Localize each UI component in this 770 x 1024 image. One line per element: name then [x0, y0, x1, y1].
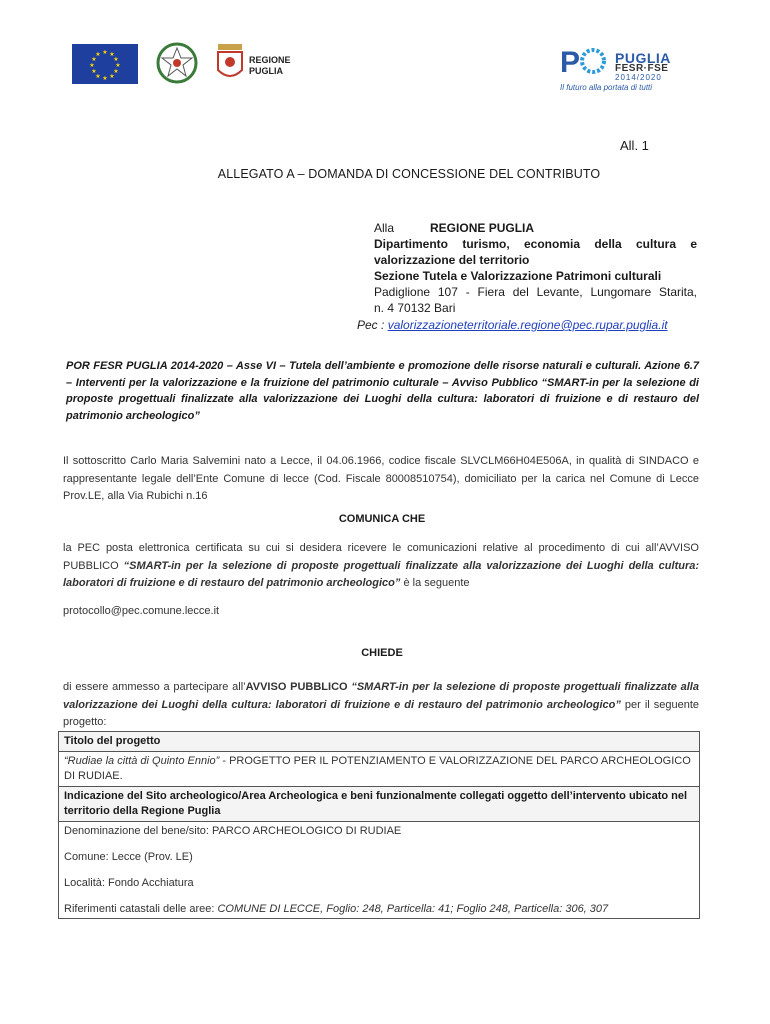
- regione-logo-line2: PUGLIA: [249, 66, 284, 76]
- por-logo-word: PUGLIA: [615, 50, 671, 66]
- recipient-pec: [357, 318, 668, 332]
- por-logo-years: 2014/2020: [615, 73, 662, 82]
- recipient-department-cont: valorizzazione del territorio: [374, 253, 530, 267]
- por-logo-tagline: Il futuro alla portata di tutti: [560, 83, 653, 92]
- recipient-address-cont: n. 4 70132 Bari: [374, 301, 456, 315]
- comunica-text-2: è la seguente: [400, 577, 470, 589]
- svg-text:★: ★: [95, 73, 101, 80]
- comunica-text-1: la PEC posta elettronica certificata su cui si desidera ricevere le comunicazioni relative al procedimento di cui all’AVVISO PUBBLICO: [63, 542, 699, 572]
- svg-text:★: ★: [95, 51, 101, 58]
- chiede-avviso: AVVISO PUBBLICO: [245, 681, 352, 693]
- site-catastali: [64, 902, 694, 916]
- svg-text:★: ★: [91, 68, 97, 75]
- project-title-header: Titolo del progetto: [59, 732, 700, 752]
- svg-text:★: ★: [102, 75, 108, 82]
- recipient-alla: Alla: [374, 221, 395, 235]
- svg-text:P: P: [560, 46, 581, 78]
- recipient-name: REGIONE PUGLIA: [430, 221, 535, 235]
- eu-flag-logo: [72, 44, 138, 84]
- project-title-name: “Rudiae la città di Quinto Ennio”: [64, 755, 220, 767]
- italian-republic-emblem: [155, 40, 199, 86]
- project-table: [58, 731, 700, 919]
- regione-puglia-logo: [215, 40, 295, 86]
- attachment-number: All. 1: [620, 138, 649, 153]
- declarant-paragraph: Il sottoscritto Carlo Maria Salvemini nato a Lecce, il 04.06.1966, codice fiscale SLVCLM66H04E506A, in qualità di SINDACO e rappresentante legale dell’Ente Comune di lecce (Cod. Fiscale 80008510754), domiciliato per la carica nel Comune di Lecce Prov.LE, alla Via Rubichi n.16: [63, 455, 699, 502]
- comunica-heading: COMUNICA CHE: [338, 513, 426, 525]
- pec-email-link[interactable]: valorizzazioneterritoriale.regione@pec.rupar.puglia.it: [387, 318, 668, 332]
- recipient-department: Dipartimento turismo, economia della cultura e: [374, 237, 697, 251]
- project-title-cell: [59, 752, 700, 787]
- pec-address: protocollo@pec.comune.lecce.it: [63, 605, 220, 617]
- recipient-section: Sezione Tutela e Valorizzazione Patrimoni culturali: [374, 269, 662, 283]
- chiede-heading: CHIEDE: [361, 647, 403, 659]
- svg-text:★: ★: [109, 51, 115, 58]
- regione-logo-line1: REGIONE: [249, 55, 291, 65]
- site-details-cell: [59, 822, 700, 919]
- site-comune: Comune: Lecce (Prov. LE): [64, 851, 193, 863]
- svg-text:★: ★: [109, 73, 115, 80]
- por-puglia-logo: [560, 44, 680, 96]
- svg-text:★: ★: [102, 49, 108, 56]
- site-localita: Località: Fondo Acchiatura: [64, 877, 194, 889]
- por-reference-paragraph: POR FESR PUGLIA 2014-2020 – Asse VI – Tutela dell’ambiente e promozione delle risorse naturali e culturali. Azione 6.7 – Interventi per la valorizzazione e la fruizione del patrimonio culturale – Avviso Pubblico “SMART-in per la selezione di proposte progettuali finalizzate alla valorizzazione dei Luoghi della cultura: laboratori di fruizione e di restauro del patrimonio archeologico”: [66, 360, 699, 422]
- chiede-paragraph: [63, 679, 699, 732]
- svg-text:★: ★: [91, 56, 97, 63]
- chiede-text-2: per il seguente progetto:: [63, 698, 699, 728]
- site-indication-header: Indicazione del Sito archeologico/Area Archeologica e beni funzionalmente collegati oggetto dell’intervento ubicato nel territorio della Regione Puglia: [59, 787, 700, 822]
- svg-text:★: ★: [115, 62, 121, 69]
- comunica-avviso-title: “SMART-in per la selezione di proposte progettuali finalizzate alla valorizzazione dei Luoghi della cultura: laboratori di fruizione e di restauro del patrimonio archeologico”: [63, 559, 700, 589]
- site-denominazione: Denominazione del bene/sito: PARCO ARCHEOLOGICO DI RUDIAE: [64, 825, 402, 837]
- document-title: ALLEGATO A – DOMANDA DI CONCESSIONE DEL CONTRIBUTO: [217, 167, 601, 181]
- pec-label: Pec :: [357, 318, 388, 332]
- comunica-paragraph: [63, 540, 699, 593]
- catastali-label: Riferimenti catastali delle aree:: [64, 903, 218, 915]
- catastali-value: COMUNE DI LECCE, Foglio: 248, Particella: 41; Foglio 248, Particella: 306, 307: [217, 903, 609, 915]
- recipient-address: Padiglione 107 - Fiera del Levante, Lungomare Starita,: [374, 285, 697, 299]
- svg-text:★: ★: [89, 62, 95, 69]
- recipient-block: [374, 220, 697, 316]
- chiede-text-1: di essere ammesso a partecipare all’: [63, 681, 246, 693]
- por-logo-sub: FESR·FSE: [615, 63, 669, 74]
- chiede-avviso-title: “SMART-in per la selezione di proposte progettuali finalizzate alla valorizzazione dei Luoghi della cultura: laboratori di fruizione e di restauro del patrimonio archeologico”: [63, 681, 699, 711]
- svg-text:★: ★: [113, 56, 119, 63]
- svg-text:★: ★: [113, 68, 119, 75]
- project-title-desc: - PROGETTO PER IL POTENZIAMENTO E VALORIZZAZIONE DEL PARCO ARCHEOLOGICO DI RUDIAE.: [64, 755, 691, 782]
